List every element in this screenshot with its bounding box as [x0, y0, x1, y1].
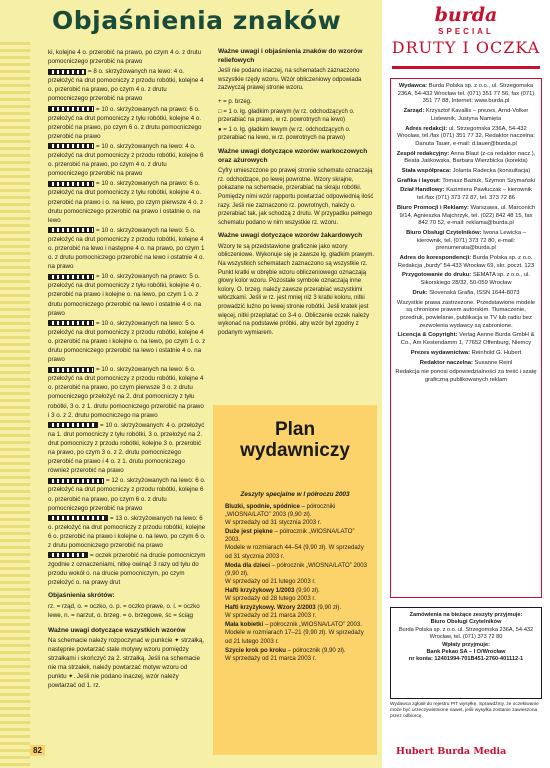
cable-symbol-icon	[48, 478, 104, 484]
symbol-entry	[48, 105, 206, 141]
plan-item-text: – półroczniki „WIOSNA/LATO” 2003 (9,90 zł).	[225, 503, 336, 519]
plan-subtitle: Zeszyty specjalne w I półroczu 2003	[240, 491, 350, 498]
imprint-entry	[395, 83, 537, 106]
symbol-entry	[48, 365, 206, 420]
cable-symbol-icon	[48, 106, 94, 112]
relief-text: Jeśli nie podano inaczej, na schematach zaznaczono wszystkie rzędy wzoru. Wzór obliczeniowy odpowiada zazwyczaj prawej stronie wzoru.	[218, 68, 362, 92]
imprint-value: Krzysztof Kavallis – prezes, Arnd-Volker Listewnik, Justyna Namięta	[425, 108, 529, 122]
imprint-value: ul. Strzegomska 236A, 54-432 Wrocław, tel./fax (071) 351 77 32, Redaktor naczelna: Danuta Tauer, e-mail: d.tauer@burda.pl	[397, 125, 535, 147]
plan-item-date: W sprzedaży od 31 stycznia 2003 r.	[225, 519, 322, 527]
plan-item-title: Szycie krok po kroku	[225, 646, 286, 654]
imprint-section	[382, 0, 550, 768]
imprint-value: Verlag Aenne Burda GmbH & Co., Am Kestendamm 1, 77652 Offenburg, Niemcy	[400, 332, 535, 347]
symbol-entry	[48, 226, 206, 271]
imprint-value: Susanne Reinl	[474, 359, 513, 366]
decorative-stripes	[0, 42, 30, 768]
imprint-entry	[395, 255, 537, 270]
symbol-entry	[48, 476, 206, 512]
relief-legend	[218, 98, 376, 143]
symbol-label: = 10 o. skrzyżowanych na lewo: 5 o. przełożyć na drut pomocniczy z przodu robótki, kolejne 4 o. przerobić na prawo i kolejne o. na lewo, po czym 1 o. z drutu pomocniczego przerobić na lewo i ostatnie 4 o. na prawo	[48, 319, 206, 364]
symbols-intro: ki, kolejne 4 o. przerobić na prawo, po czym 4 o. z drutu pomocniczego przerobić na prawo	[48, 49, 202, 66]
order-line: Burda Polska sp. z o.o. ul. Strzegomska 236A, 54-432 Wrocław, tel. (071) 373 72 80	[398, 626, 534, 641]
imprint-key: Grafika i layout:	[396, 177, 441, 184]
imprint-value: Burda Polska sp. z o.o., ul. Strzegomska 236A, 54-432 Wrocław tel. (071) 351 77 56, fax (071) 351 77 88, Internet: www.burda.pl	[397, 83, 535, 105]
plan-item-date: W sprzedaży od 21 lutego 2003 r.	[225, 577, 316, 585]
imprint-key: Licencja & Copyright:	[397, 332, 458, 339]
plan-item	[225, 562, 371, 586]
symbol-entry	[48, 142, 206, 178]
imprint-key: Stała współpraca:	[401, 168, 451, 175]
imprint-entry	[395, 168, 537, 176]
imprint-key: Zespół redakcyjny:	[396, 150, 450, 157]
cable-symbol-icon	[48, 552, 88, 558]
cable-symbol-icon	[48, 367, 94, 373]
abbr-title: Objaśnienia skrótów:	[48, 592, 115, 600]
symbol-entry	[48, 272, 206, 317]
plan-item-title: Mała kobietki	[225, 621, 264, 629]
imprint-entry	[395, 332, 537, 347]
plan-item-title: Duże jest piękne	[225, 528, 273, 536]
plan-title-line2: wydawniczy	[240, 440, 350, 461]
symbol-list	[48, 67, 206, 587]
plan-item-date: W sprzedaży od 21 marca 2003 r.	[225, 654, 317, 662]
symbol-entry	[48, 551, 206, 587]
symbol-label: = 10 o. skrzyżowanych na prawo: 5 o. przełożyć na drut pomocniczy z tyłu robótki, kolejne 4 o. przerobić na prawo i kolejne o. na lewo, po czym 1 o. z drutu pomocniczego przerobić na lewo i ostatnie 4 o. na prawo	[48, 273, 202, 317]
symbol-entry	[48, 67, 206, 103]
imprint-key: Prezes wydawnictwa:	[410, 349, 471, 356]
order-line: Wpłaty przyjmuje:	[442, 641, 490, 648]
imprint-value: Burda Polska sp. z o.o. Redakcja „burdy” 54-433 Wrocław 69, skr. poczt. 123	[397, 255, 535, 269]
symbol-label: = 13 o. skrzyżowanych na lewo: 6 o. przełożyć na drut pomocniczy z przodu robótki, kolejne 6 o. przerobić na prawo i kolejne o. na lewo, po czym 6 o. z drutu pomocniczego przerobić na prawo	[48, 514, 206, 549]
brand-header	[382, 4, 550, 57]
imprint-value: Jolanta Radecka (konsultacja)	[452, 168, 531, 175]
legend-item: □ = 1 o. łg. gładkim prawym (w rz. odchodzących o. przerabiać na prawo, w rz. powrotnych na lewo)	[218, 108, 355, 124]
plan-item-date: W sprzedaży od 28 lutego 2003 r.	[225, 595, 316, 603]
imprint-key: Przygotowanie do druku:	[401, 272, 472, 279]
note-text: Na schemacie należy rozpoczynać w punkcie ✦ strzałką, następnie powtarzać stale motywy wzoru pomiędzy strzałkami i skończyć za 2. strzałką. Jeśli na schemacie nie ma strzałek, należy powtarzać motyw wzoru od punktu ✦. Jeśli nie podano inaczej, wzór należy powtarzać od 1. rz.	[48, 636, 205, 690]
imprint-key: Redaktor naczelna:	[419, 359, 473, 366]
plan-item-text: – półrocznik (9,90 zł).	[285, 646, 346, 654]
symbol-label: = 10 o. skrzyżowanych na prawo: 6 o. przełożyć na drut pomocniczy z tyłu robótki, kolejne 4 o. przerobić na prawo, po czym 6 o. z drutu pomocniczego przerobić na prawo	[48, 105, 202, 140]
cable-symbol-icon	[48, 69, 86, 75]
plan-item-title: Bluzki, spodnie, spódnice	[225, 503, 300, 510]
title-band	[0, 0, 382, 42]
symbol-label: = 10 o. skrzyżowanych: 4 o. przełożyć na 1. drut pomocniczy z tyłu robótki, 3 o. przełożyć na 2. drut pomocniczy z przodu robótki, kolejne 3 o. przerobić na prawo, po czym 3 o. z 2. drutu pomocniczego przerobić na prawo i 4 o. z 1. drutu pomocniczego również przerobić na prawo	[48, 421, 205, 475]
magazine-title: DRUTY I OCZKA	[391, 38, 541, 57]
legend-item: ● = 1 o. łg. gładkim lewym (w rz. odchodzących o. przerabiać na lewo, w rz. powrotnych na prawo)	[218, 126, 351, 142]
plan-item-text: (9,90 zł).	[294, 586, 320, 594]
note-title: Ważne uwagi dotyczące wszystkich wzorów	[48, 626, 186, 634]
plan-item	[225, 621, 371, 645]
jacquard-heading: Ważne uwagi dotyczące wzorów żakardowych	[218, 232, 363, 240]
plan-item	[225, 604, 371, 620]
imprint-key: Dział Handlowy:	[400, 187, 445, 194]
order-line: Biuro Obsługi Czytelników	[430, 619, 502, 626]
imprint-entry	[395, 126, 537, 149]
plan-item-date: W sprzedaży od 21 marca 2003 r.	[225, 612, 317, 620]
plan-list	[225, 503, 371, 664]
imprint-entry	[395, 151, 537, 166]
imprint-value: SEMATA sp. z o.o., ul. Sikorskiego 28/32, 50-059 Wrocław	[420, 272, 530, 287]
imprint-entry	[395, 178, 537, 186]
imprint-value: Kazimiera Pawłuczak – kierownik tel./fax (071) 373 72 87, tel. 373 72 86	[417, 187, 532, 202]
footnote: Wydawca zgłosił do rejestru PIT wysyłkę. Sprawdźmy, że oczekiwanie może być urzeczywistnione nawet, jeśli wysyłka zostanie zawieszona przez odbiorcę.	[390, 702, 539, 719]
plan-item-text: – półrocznik „WIOSNA/LATO” 2003.	[225, 528, 355, 544]
abbr-text: rz. = rząd, o. = oczko, o. p. = oczko prawe, o. l. = oczko lewe, n. = narzut, o. brzeg. = o. brzegowe, śc = ściąg	[48, 602, 200, 619]
symbol-entry	[48, 421, 206, 476]
cable-symbol-icon	[48, 320, 94, 326]
relief-heading: Ważne uwagi i objaśnienia znaków do wzorów reliefowych	[218, 48, 363, 64]
plan-item-date: Modele w rozmiarach 17–21 (9,90 zł). W sprzedaży od 21 lutego 2003 r.	[225, 629, 364, 645]
imprint-key: Biuro Promocji i Reklamy:	[396, 204, 469, 211]
plan-item	[225, 503, 371, 527]
imprint-value: Wszystkie prawa zastrzeżone. Przedstawione modele są chronione prawem autorskim. Tłumaczenie, przedruk, powielanie, publikacja w TV lub radiu bez zezwolenia wydawcy są zabronione.	[396, 299, 536, 329]
publishing-plan-box	[213, 405, 377, 755]
imprint-entry	[395, 290, 537, 298]
order-box	[390, 607, 542, 699]
imprint-entry	[395, 230, 537, 253]
symbol-label: = 10 o. skrzyżowanych na lewo: 4 o. przełożyć na drut pomocniczy z przodu robótki, kolejne 6 o. przerobić na prawo, po czym 4 o. z drutu pomocniczego przerobić na prawo	[48, 142, 204, 178]
symbol-label: = 10 o. skrzyżowanych na prawo: 6 o. przełożyć na drut pomocniczy z tyłu robótki, kolejne 4 o. przerobić na prawo i o. na lewo, po czym pierwsze 4 o. z drutu pomocniczego przerobić na prawo i ostatnie o. na lewo	[48, 180, 204, 224]
symbol-label: = 8 o. skrzyżowanych na lewo: 4 o. przełożyć na drut pomocniczy z przodu robótki, kolejne 4 o. przerobić na prawo, po czym 4 o. z drutu pomocniczego przerobić na prawo	[48, 68, 204, 103]
symbol-entry	[48, 319, 206, 364]
imprint-entry	[395, 205, 537, 228]
plan-item-title: Hafti krzyżykowy. Wzory 2/2003	[225, 604, 316, 612]
imprint-value: Reinhold G. Hubert	[471, 349, 522, 356]
burda-logo: burda	[434, 4, 498, 26]
plan-item-date: Modele w rozmiarach 44–54 (9,90 zł). W sprzedaży od 31 stycznia 2003 r.	[225, 544, 364, 560]
cable-symbol-icon	[48, 143, 94, 149]
imprint-key: Wydawca:	[398, 83, 428, 89]
imprint-value: Iwona Lewicka – kierownik, tel. (071) 373 72 80, e-mail: prenumerata@burda.pl	[416, 229, 526, 252]
symbols-column	[48, 48, 206, 691]
order-line: nr konta: 12401994-701B451-2760-401112-1	[408, 656, 524, 663]
imprint-key: Adres do korespondencji:	[399, 255, 472, 262]
cable-heading: Ważne uwagi dotyczące wzorów warkoczowych oraz ażurowych	[218, 147, 368, 164]
cable-symbol-icon	[48, 227, 94, 233]
imprint-value: Anna Blaut (z-ca redaktor nacz.), Beata Jaśkowska, Barbara Wierzbicka (korekta)	[404, 150, 536, 165]
imprint-entry	[395, 272, 537, 287]
cable-symbol-icon	[48, 515, 108, 521]
cable-text: Cyfry umieszczone po prawej stronie schematu oznaczają rz. odchodzące, po lewej powrotne. Wzory skrajne, pokazane na schemacie, przerabiać na skraju robótki. Pomiędzy nimi wzór rapportu powtarzać odpowiednią ilość razy. Jeśli nie zaznaczono rz. powrotnych, należy o. przerabiać tak, jak schodzą z drutu. W przypadku pełnego schematu podano w nim wszystkie rz. wzoru.	[218, 168, 374, 226]
plan-item-text: – półrocznik „WIOSNA/LATO” 2003 (9,90 zł).	[225, 561, 368, 577]
red-divider	[392, 66, 540, 69]
plan-item-title: Hafti krzyżykowy 1/2003	[225, 586, 295, 594]
imprint-key: Adres redakcji:	[405, 125, 448, 132]
cable-symbol-icon	[48, 181, 94, 187]
plan-item-title: Moda dla dzieci	[225, 561, 271, 569]
symbol-entry	[48, 514, 206, 550]
imprint-entry	[395, 300, 537, 331]
hubert-burda-media-logo	[396, 746, 546, 757]
imprint-key: Zarząd:	[403, 108, 425, 115]
imprint-entry	[395, 108, 537, 123]
plan-title	[213, 419, 377, 461]
order-line: Bank Pekao SA – I O/Wrocław	[426, 649, 506, 656]
legend-item: + = p. brzeg.	[218, 98, 252, 105]
plan-title-line1: Plan	[274, 419, 316, 440]
imprint-entry	[395, 360, 537, 368]
plan-item-text: (9,90 zł).	[315, 604, 342, 612]
jacquard-text: Wzory te są przedstawione graficznie jako wzory obliczeniowe. Wykonuje się je zawsze łg. gładkim prawym. Na wszystkich schematach zaznaczono są wszystkie rz. Punkt kratki w obrębie wzoru obliczeniowego oznaczają głowy kolor wzoru. Pozostałe symbole oznaczają inne kolory. O. brzeg. należy zawsze przerabiać wszystkimi włóczkami. Jeśli w rz. jest mniej niż 3 kratki koloru, nitki prowadzić luźno po lewej stronie robótki. Jeśli kratek jest więcej, nitki przeplatać co 3-4 o. Obliczenie oczek należy wykonać na podstawie próbki, aby wzór był zgodny z podanym wymiarem.	[218, 243, 375, 336]
imprint-entry	[395, 369, 537, 384]
cable-symbol-icon	[48, 274, 94, 280]
imprint-value: Redakcja nie ponosi odpowiedzialności za treść i szatę graficzną publikowanych reklam	[395, 369, 537, 383]
imprint-value: Slovenská Grafia, ISSN 1644-8073	[429, 289, 520, 296]
imprint-value: Warszawa, ul. Marconich 9/14, Agnieszka Majchrzyk, tel. (022) 842 48 15, fax 842 70 52, e-mail: reklama@burda.pl	[399, 204, 536, 227]
symbol-entry	[48, 179, 206, 224]
imprint-box	[390, 78, 542, 598]
symbol-label: = oczek przerobić na drucie pomocniczym zgodnie z oznaczeniami, nitkę owinąć 3 razy od tyłu do przodu wokół o. na drucie pomocniczym, po czym przełożyć o. na prawy drut	[48, 552, 206, 587]
symbol-label: = 10 o. skrzyżowanych na lewo: 5 o. przełożyć na drut pomocniczy z przodu robótki, kolejne 4 o. przerobić na lewo i następne 4 o. na prawo, po czym 1 o. z drutu pomocniczego przerobić na lewo i ostatnie 4 o. na prawo	[48, 226, 205, 271]
imprint-entry	[395, 187, 537, 202]
plan-item	[225, 647, 371, 663]
plan-item-text: – półrocznik „WIOSNA/LATO” 2003.	[263, 621, 362, 629]
plan-item	[225, 528, 371, 560]
page-title: Objaśnienia znaków	[52, 6, 342, 35]
page-number: 82	[30, 745, 45, 756]
plan-item	[225, 587, 371, 603]
symbol-label: = 10 o. skrzyżowanych na lewo: 6 o. przełożyć na drut pomocniczy z przodu robótki, kolejne 4 o. przerobić na prawo, po czym pierwsze 3 o. z drutu pomocniczego przełożyć na 2. drut pomocniczy z tyłu robótki, 3 o. z 1. drutu pomocniczego przerobić na prawo i 3 o. z 2. drutu pomocniczego na prawo	[48, 366, 204, 419]
special-label: SPECIAL	[438, 27, 494, 36]
imprint-entry	[395, 350, 537, 358]
order-title: Zamówienia na bieżące zeszyty przyjmuje:	[409, 612, 523, 618]
imprint-key: Druk:	[412, 289, 428, 296]
imprint-value: Tomasz Bażiuk, Szymon Szymański	[442, 177, 536, 184]
hbm-text: Hubert Burda Media	[396, 746, 507, 757]
imprint-key: Biuro Obsługi Czytelników:	[406, 229, 482, 236]
symbol-label: = 12 o. skrzyżowanych na lewo: 6 o. przełożyć na drut pomocniczy z przodu robótki, kolejne 6 o. przerobić na prawo, po czym 6 o. z drutu pomocniczego przerobić na prawo	[48, 477, 206, 512]
cable-symbol-icon	[48, 422, 98, 428]
notes-column	[218, 48, 376, 342]
